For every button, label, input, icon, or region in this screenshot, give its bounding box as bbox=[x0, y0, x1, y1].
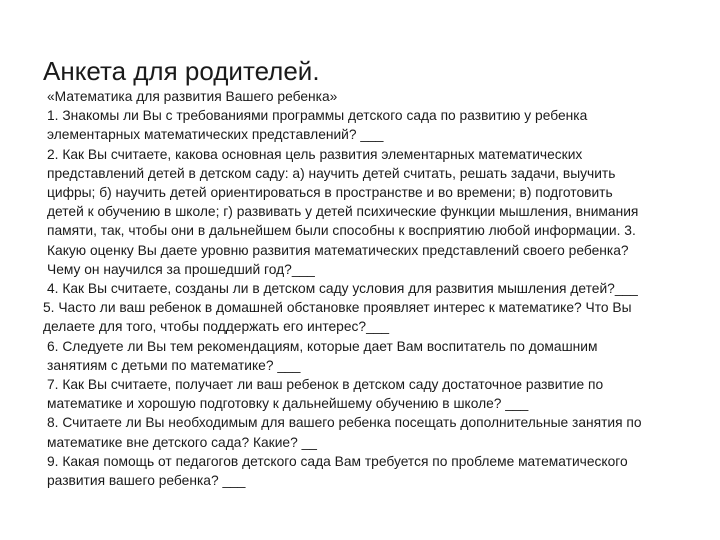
question-9: 9. Какая помощь от педагогов детского сада Вам требуется по проблеме математического развития вашего ребенка? ___ bbox=[47, 453, 628, 489]
question-5: 5. Часто ли ваш ребенок в домашней обстановке проявляет интерес к математике? Что Вы делаете для того, чтобы поддержать его интерес?___ bbox=[43, 300, 632, 335]
questionnaire-body bbox=[43, 87, 683, 490]
question-1: 1. Знакомы ли Вы с требованиями программы детского сада по развитию у ребенка элементарных математических представлений? ___ bbox=[47, 108, 588, 143]
question-4: 4. Как Вы считаете, созданы ли в детском саду условия для развития мышления детей?___ bbox=[47, 281, 638, 297]
questionnaire-subtitle: «Математика для развития Вашего ребенка» bbox=[47, 89, 338, 104]
question-8: 8. Считаете ли Вы необходимым для вашего ребенка посещать дополнительные занятия по математике вне детского сада? Какие? __ bbox=[47, 415, 642, 450]
page-title: Анкета для родителей. bbox=[43, 56, 320, 86]
question-7: 7. Как Вы считаете, получает ли ваш ребенок в детском саду достаточное развитие по математике и хорошую подготовку к дальнейшему обучению в школе? ___ bbox=[47, 377, 604, 412]
question-6: 6. Следуете ли Вы тем рекомендациям, которые дает Вам воспитатель по домашним занятиям с детьми по математике? ___ bbox=[47, 338, 598, 373]
question-2: 2. Как Вы считаете, какова основная цель развития элементарных математических представлений детей в детском саду: а) научить детей считать, решать задачи, выучить цифры; б) научить детей ориентироваться в пространстве и во времени; в) подготовить детей к обучению в школе; г) развивать у детей психические функции мышления, внимания памяти, так, чтобы они в дальнейшем были способны к восприятию любой информации. 3. Какую оценку Вы даете уровню развития математических представлений своего ребенка? Чему он научился за прошедший год?___ bbox=[47, 146, 639, 277]
